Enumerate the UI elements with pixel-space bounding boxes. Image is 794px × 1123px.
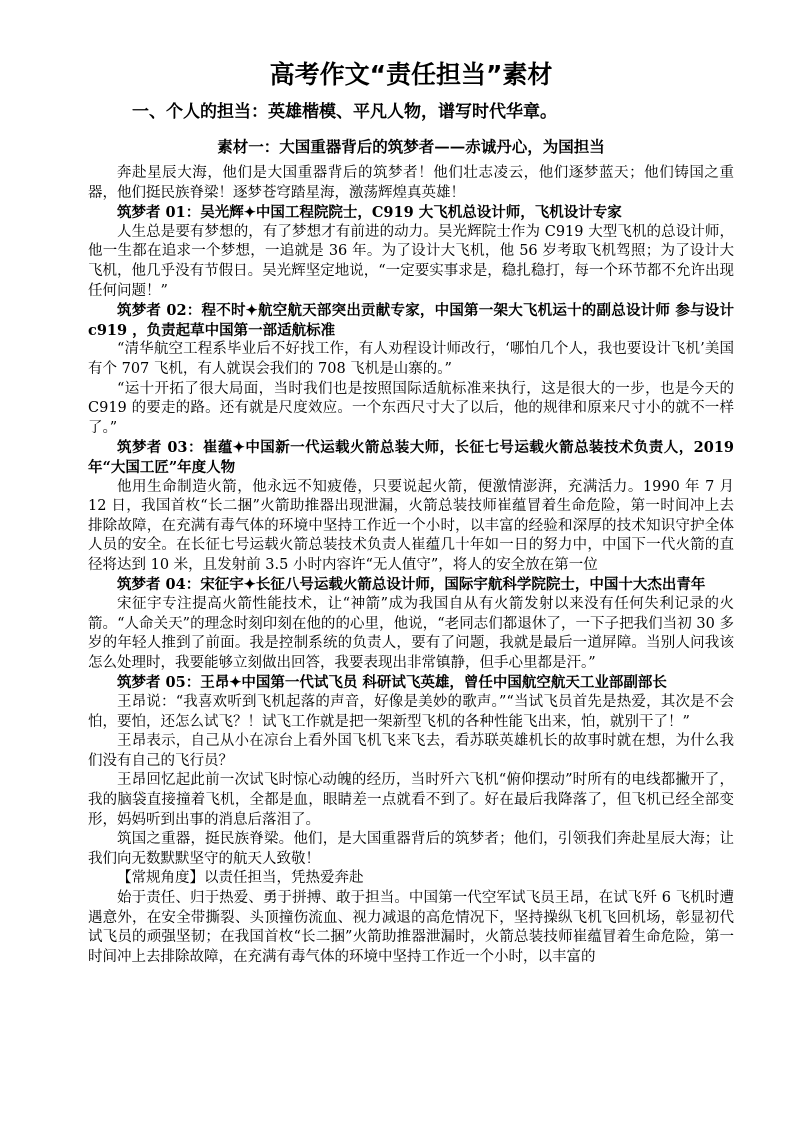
paragraph: 筑国之重器，挺民族脊梁。他们，是大国重器背后的筑梦者；他们，引领我们奔赴星辰大海；让我们向无数默默坚守的航天人致敬！ <box>88 831 734 867</box>
paragraph: 王昂说：“我喜欢听到飞机起落的声音，好像是美妙的歌声。”“当试飞员首先是热爱，其次是不会怕，要怕，还怎么试飞？！试飞工作就是把一架新型飞机的各种性能飞出来，怕，就别干了！” <box>88 694 734 730</box>
dreamer-04-heading: 筑梦者 04：宋征宇✦长征八号运载火箭总设计师，国际宇航科学院院士，中国十大杰出青年 <box>117 576 706 594</box>
paragraph-intro: 奔赴星辰大海，他们是大国重器背后的筑梦者！他们壮志凌云，他们逐梦蓝天；他们铸国之重器，他们挺民族脊梁！逐梦苍穹踏星海，激荡辉煌真英雄！ <box>88 165 734 201</box>
dreamer-02-heading: 筑梦者 02：程不时✦航空航天部突出贡献专家，中国第一架大飞机运十的副总设计师 参与设计 c919 ，负责起草中国第一部适航标准 <box>88 302 734 339</box>
material-heading: 素材一：大国重器背后的筑梦者——赤诚丹心，为国担当 <box>217 137 605 156</box>
paragraph: 始于责任、归于热爱、勇于拼搏、敢于担当。中国第一代空军试飞员王昂，在试飞歼 6 飞机时遭遇意外，在安全带撕裂、头顶撞伤流血、视力减退的高危情况下，坚持操纵飞机飞回机场，彰显初代试飞员的顽强坚韧；在我国首枚“长二捆”火箭助推器泄漏时，火箭总装技师崔蕴冒着生命危险，第一时间冲上去排除故障，在充满有毒气体的环境中坚持工作近一个小时，以丰富的 <box>88 889 734 965</box>
dreamer-05-heading: 筑梦者 05：王昂✦中国第一代试飞员 科研试飞英雄，曾任中国航空航天工业部副部长 <box>117 674 667 692</box>
dreamer-01-heading: 筑梦者 01：吴光辉✦中国工程院院士，C919 大飞机总设计师，飞机设计专家 <box>117 204 622 222</box>
paragraph: 他用生命制造火箭，他永远不知疲倦，只要说起火箭，便激情澎湃，充满活力。1990 年 7 月 12 日，我国首枚“长二捆”火箭助推器出现泄漏，火箭总装技师崔蕴冒着生命危险，第一时间冲上去排除故障，在充满有毒气体的环境中坚持工作近一个小时，以丰富的经验和深厚的技术知识守护全体人员的安全。在长征七号运载火箭总装技术负责人崔蕴几十年如一日的努力中，中国下一代火箭的直径将达到 10 米，且发射前 3.5 小时内容许“无人值守”，将人的安全放在第一位 <box>88 478 734 573</box>
document-page <box>88 58 734 967</box>
dreamer-03-heading: 筑梦者 03：崔蕴✦中国新一代运载火箭总装大师，长征七号运载火箭总装技术负责人，2019 年“大国工匠”年度人物 <box>88 439 734 476</box>
quote-paragraph: “清华航空工程系毕业后不好找工作，有人劝程设计师改行，‘哪怕几个人，我也要设计飞机’美国有个 707 飞机，有人就误会我们的 708 飞机是山寨的。” <box>88 341 734 377</box>
document-title: 高考作文“责任担当”素材 <box>269 60 553 89</box>
paragraph: 王昂表示，自己从小在凉台上看外国飞机飞来飞去，看苏联英雄机长的故事时就在想，为什么我们没有自己的飞行员？ <box>88 733 734 769</box>
quote-paragraph: “运十开拓了很大局面，当时我们也是按照国际适航标准来执行，这是很大的一步，也是今天的 C919 的要走的路。还有就是尺度效应。一个东西尺寸大了以后，他的规律和原来尺寸小的就不一样了。” <box>88 380 734 436</box>
paragraph: 宋征宇专注提高火箭性能技术，让“神箭”成为我国自从有火箭发射以来没有任何失利记录的火箭。“人命关天”的理念时刻印刻在他的的心里，他说，“老同志们都退休了，一下子把我们当初 30 多岁的年轻人推到了前面。我是控制系统的负责人，要有了问题，我就是最后一道屏障。当别人问我该怎么处理时，我要能够立刻做出回答，我要表现出非常镇静，但手心里都是汗。” <box>88 596 734 671</box>
section-heading: 一、个人的担当：英雄楷模、平凡人物，谱写时代华章。 <box>132 102 557 122</box>
paragraph: 人生总是要有梦想的，有了梦想才有前进的动力。吴光辉院士作为 C919 大型飞机的总设计师，他一生都在追求一个梦想，一追就是 36 年。为了设计大飞机，他 56 岁考取飞机驾照；为了设计大飞机，他几乎没有节假日。吴光辉坚定地说，“一定要实事求是，稳扎稳打，每一个环节都不允许出现任何问题！” <box>88 223 734 299</box>
paragraph: 王昂回忆起此前一次试飞时惊心动魄的经历，当时歼六飞机“俯仰摆动”时所有的电线都撇开了，我的脑袋直接撞着飞机，全都是血，眼睛差一点就看不到了。好在最后我降落了，但飞机已经全部变形，妈妈听到出事的消息后落泪了。 <box>88 772 734 828</box>
angle-heading: 【常规角度】以责任担当，凭热爱奔赴 <box>117 870 364 887</box>
